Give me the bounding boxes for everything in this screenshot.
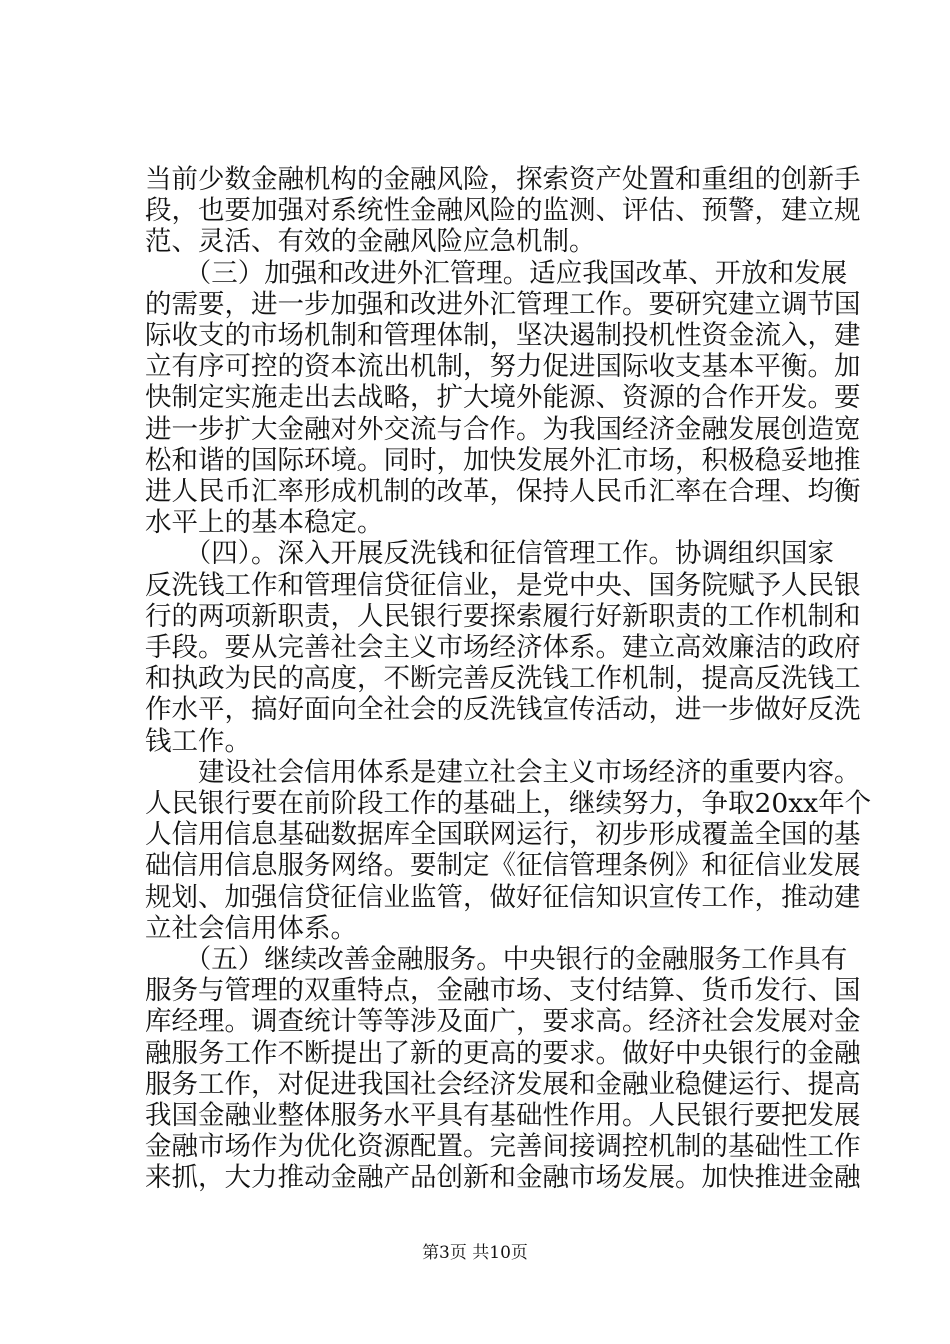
text-line: 服务与管理的双重特点，金融市场、支付结算、货币发行、国	[145, 975, 861, 1007]
text-line: 松和谐的国际环境。同时，加快发展外汇市场，积极稳妥地推	[145, 444, 861, 476]
text-line: 进一步扩大金融对外交流与合作。为我国经济金融发展创造宽	[145, 413, 861, 445]
text-line: 快制定实施走出去战略，扩大境外能源、资源的合作开发。要	[145, 382, 861, 414]
text-line: 融服务工作不断提出了新的更高的要求。做好中央银行的金融	[145, 1037, 861, 1069]
text-line: （五）继续改善金融服务。中央银行的金融服务工作具有	[145, 944, 848, 975]
text-line: 规划、加强信贷征信业监管，做好征信知识宣传工作，推动建	[145, 881, 861, 913]
text-line: 行的两项新职责，人民银行要探索履行好新职责的工作机制和	[145, 600, 861, 632]
text-line: 钱工作。	[145, 725, 251, 757]
text-line: （四）。深入开展反洗钱和征信管理工作。协调组织国家	[145, 538, 834, 570]
text-line: 我国金融业整体服务水平具有基础性作用。人民银行要把发展	[145, 1100, 861, 1131]
text-line: （三）加强和改进外汇管理。适应我国改革、开放和发展	[145, 257, 848, 289]
text-line: 服务工作，对促进我国社会经济发展和金融业稳健运行、提高	[145, 1068, 861, 1100]
text-line: 库经理。调查统计等等涉及面广，要求高。经济社会发展对金	[145, 1006, 861, 1038]
page-number-footer: 第3页 共10页	[422, 1243, 528, 1263]
text-line: 立社会信用体系。	[145, 912, 357, 944]
text-line: 人民银行要在前阶段工作的基础上，继续努力，争取20xx年个	[145, 788, 872, 819]
text-line: 建设社会信用体系是建立社会主义市场经济的重要内容。	[145, 756, 861, 788]
text-line: 范、灵活、有效的金融风险应急机制。	[145, 226, 596, 258]
text-line: 和执政为民的高度，不断完善反洗钱工作机制，提高反洗钱工	[145, 663, 861, 695]
text-line: 际收支的市场机制和管理体制，坚决遏制投机性资金流入，建	[145, 320, 861, 351]
text-line: 来抓，大力推动金融产品创新和金融市场发展。加快推进金融	[145, 1162, 861, 1194]
text-line: 的需要，进一步加强和改进外汇管理工作。要研究建立调节国	[145, 288, 861, 320]
text-line: 进人民币汇率形成机制的改革，保持人民币汇率在合理、均衡	[145, 476, 861, 507]
text-line: 手段。要从完善社会主义市场经济体系。建立高效廉洁的政府	[145, 632, 861, 663]
text-line: 段，也要加强对系统性金融风险的监测、评估、预警，建立规	[145, 195, 861, 227]
text-line: 水平上的基本稳定。	[145, 507, 384, 539]
text-line: 人信用信息基础数据库全国联网运行，初步形成覆盖全国的基	[145, 819, 861, 851]
text-line: 立有序可控的资本流出机制，努力促进国际收支基本平衡。加	[145, 351, 861, 383]
text-line: 反洗钱工作和管理信贷征信业，是党中央、国务院赋予人民银	[145, 569, 861, 601]
text-line: 作水平，搞好面向全社会的反洗钱宣传活动，进一步做好反洗	[145, 694, 861, 726]
text-line: 当前少数金融机构的金融风险，探索资产处置和重组的创新手	[145, 164, 861, 195]
text-line: 础信用信息服务网络。要制定《征信管理条例》和征信业发展	[145, 850, 861, 882]
text-line: 金融市场作为优化资源配置。完善间接调控机制的基础性工作	[145, 1131, 861, 1163]
